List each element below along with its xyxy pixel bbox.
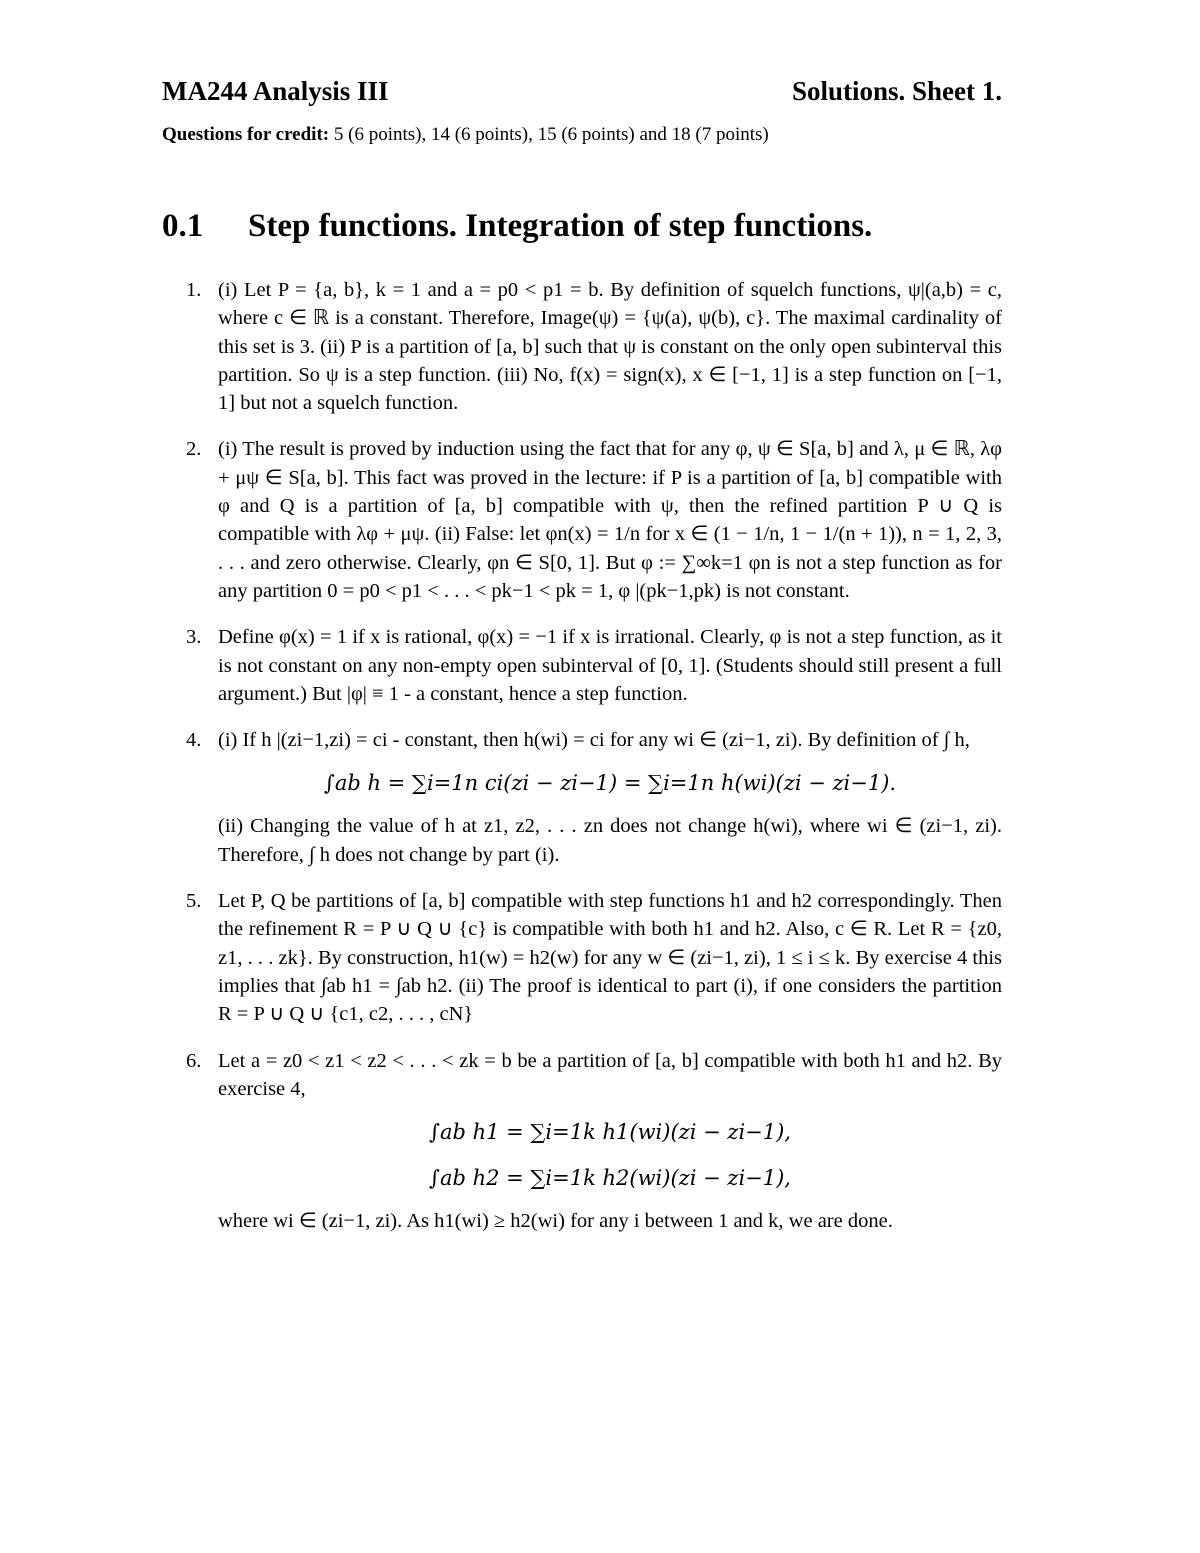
exercise-item	[162, 276, 1002, 417]
item-number: 2.	[186, 438, 202, 461]
credit-label: Questions for credit:	[162, 124, 330, 145]
item-text: Define φ(x) = 1 if x is rational, φ(x) = −1 if x is irrational. Clearly, φ is not a step function, as it is not constant on any non-empty open subinterval of [0, 1]. (Students should still present a full argument.) But |φ| ≡ 1 - a constant, hence a step function.	[218, 626, 1002, 705]
exercise-item	[162, 623, 1002, 708]
item-number: 4.	[186, 729, 202, 752]
exercise-item	[162, 887, 1002, 1028]
item-number: 3.	[186, 626, 202, 649]
exercise-item	[162, 1047, 1002, 1236]
item-text: Let P, Q be partitions of [a, b] compatible with step functions h1 and h2 correspondingly. Then the refinement R = P ∪ Q ∪ {c} is compatible with both h1 and h2. Also, c ∈ R. Let R = {z0, z1, . . . zk}. By construction, h1(w) = h2(w) for any w ∈ (zi−1, zi), 1 ≤ i ≤ k. By exercise 4 this implies that ∫ab h1 = ∫ab h2. (ii) The proof is identical to part (i), if one considers the partition R = P ∪ Q ∪ {c1, c2, . . . , cN}	[218, 890, 1002, 1026]
item-number: 5.	[186, 890, 202, 913]
display-equation: ∫ab h1 = ∑i=1k h1(wi)(zi − zi−1),	[429, 1120, 791, 1145]
credit-text: 5 (6 points), 14 (6 points), 15 (6 points) and 18 (7 points)	[333, 124, 769, 145]
course-title: MA244 Analysis III	[162, 76, 389, 106]
exercise-item	[162, 435, 1002, 605]
item-text: Let a = z0 < z1 < z2 < . . . < zk = b be a partition of [a, b] compatible with both h1 and h2. By exercise 4,	[218, 1049, 1002, 1100]
exercise-list	[162, 276, 1002, 1253]
display-equation: ∫ab h = ∑i=1n ci(zi − zi−1) = ∑i=1n h(wi)(zi − zi−1).	[323, 771, 897, 796]
item-text-after: where wi ∈ (zi−1, zi). As h1(wi) ≥ h2(wi) for any i between 1 and k, we are done.	[218, 1210, 893, 1233]
section-heading	[162, 208, 1002, 245]
item-text: (i) Let P = {a, b}, k = 1 and a = p0 < p1 = b. By definition of squelch functions, ψ|(a,b) = c, where c ∈ ℝ is a constant. Therefore, Image(ψ) = {ψ(a), ψ(b), c}. The maximal cardinality of this set is 3. (ii) P is a partition of [a, b] such that ψ is constant on the only open subinterval this partition. So ψ is a step function. (iii) No, f(x) = sign(x), x ∈ [−1, 1] is a step function on [−1, 1] but not a squelch function.	[218, 279, 1002, 415]
item-text: (i) If h |(zi−1,zi) = ci - constant, then h(wi) = ci for any wi ∈ (zi−1, zi). By definition of ∫ h,	[218, 729, 970, 752]
exercise-item	[162, 726, 1002, 869]
item-text-after: (ii) Changing the value of h at z1, z2, . . . zn does not change h(wi), where wi ∈ (zi−1, zi). Therefore, ∫ h does not change by part (i).	[218, 815, 1002, 866]
section-number: 0.1	[162, 208, 204, 244]
item-text: (i) The result is proved by induction using the fact that for any φ, ψ ∈ S[a, b] and λ, μ ∈ ℝ, λφ + μψ ∈ S[a, b]. This fact was proved in the lecture: if P is a partition of [a, b] compatible with φ and Q is a partition of [a, b] compatible with ψ, then the refined partition P ∪ Q is compatible with λφ + μψ. (ii) False: let φn(x) = 1/n for x ∈ (1 − 1/n, 1 − 1/(n + 1)), n = 1, 2, 3, . . . and zero otherwise. Clearly, φn ∈ S[0, 1]. But φ := ∑∞k=1 φn is not a step function as for any partition 0 = p0 < p1 < . . . < pk−1 < pk = 1, φ |(pk−1,pk) is not constant.	[218, 438, 1002, 602]
item-number: 6.	[186, 1049, 202, 1072]
display-equation: ∫ab h2 = ∑i=1k h2(wi)(zi − zi−1),	[429, 1166, 791, 1191]
item-number: 1.	[186, 279, 202, 301]
section-title: Step functions. Integration of step functions.	[248, 208, 873, 244]
page-header	[162, 76, 1002, 110]
sheet-title: Solutions. Sheet 1.	[791, 76, 1002, 106]
credit-line	[162, 124, 769, 146]
